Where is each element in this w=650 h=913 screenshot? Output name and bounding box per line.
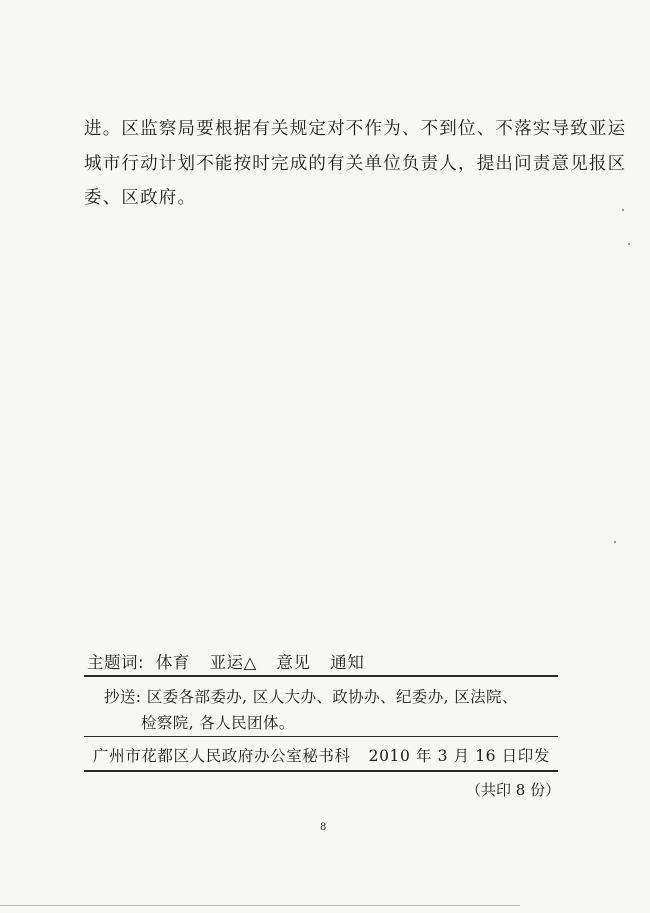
keyword: 体育 [155,653,190,672]
body-text-line-2: 城市行动计划不能按时完成的有关单位负责人，提出问责意见报区 [84,154,627,174]
copies-count: （共印 8 份） [466,781,561,799]
issuer-name: 广州市花都区人民政府办公室秘书科 [93,747,351,765]
divider-top [84,675,558,677]
scan-speck [628,243,630,245]
keyword: 亚运△ [209,653,257,672]
scan-speck [614,541,616,543]
divider-middle [84,736,558,737]
scan-edge-line [0,905,520,906]
subject-keywords [87,649,378,673]
issue-date: 2010 年 3 月 16 日印发 [368,747,550,765]
issuer-line [93,744,550,766]
scan-speck [622,209,624,211]
cc-line-2: 检察院, 各人民团体。 [141,714,295,732]
cc-line-1: 抄送: 区委各部委办, 区人大办、政协办、纪委办, 区法院、 [104,688,518,706]
keywords-label: 主题词: [87,653,145,672]
body-text-line-1: 进。区监察局要根据有关规定对不作为、不到位、不落实导致亚运 [84,119,627,139]
keyword: 通知 [330,653,365,672]
keyword: 意见 [276,653,311,672]
body-text-line-3: 委、区政府。 [84,188,197,208]
divider-bottom [84,770,558,772]
page-number: 8 [320,822,327,833]
